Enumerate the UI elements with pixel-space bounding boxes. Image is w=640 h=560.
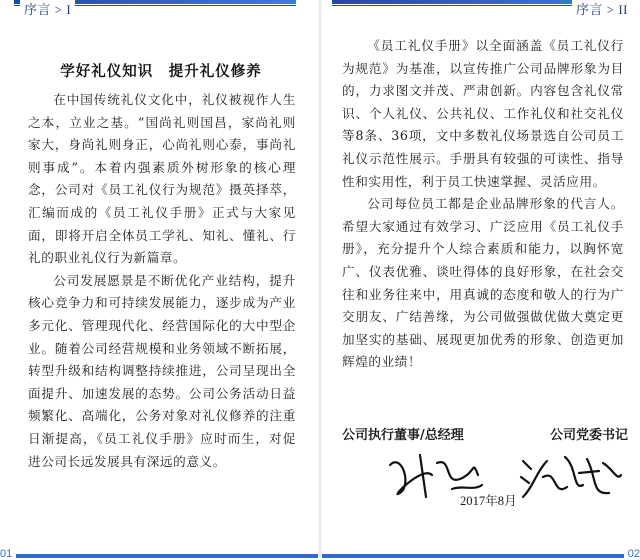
- signer-title-left: 公司执行董事/总经理: [342, 428, 464, 443]
- section-header: 序言 > I: [20, 0, 75, 18]
- body-text: [28, 89, 296, 473]
- right-page: [322, 0, 640, 558]
- signer-title-right: 公司党委书记: [549, 428, 628, 443]
- paragraph: 公司发展愿景是不断优化产业结构，提升核心竞争力和可持续发展能力，逐步成为产业多元化、管理现代化、经营国际化的大中型企业。随着公司经营规模和业务领域不断拓展，转型升级和结构调整持续推进，公司呈现出全面提升、加速发展的态势。公司公务活动日益频繁化、高端化，公务对象对礼仪修养的注重日渐提高，《员工礼仪手册》应时而生，对促进公司长远发展具有深远的意义。: [28, 272, 296, 469]
- signature-right-image: [517, 447, 627, 507]
- signers: [342, 424, 628, 443]
- left-page: [0, 0, 318, 558]
- paragraph: 在中国传统礼仪文化中，礼仪被视作人生之本，立业之基。“国尚礼则国昌，家尚礼则家大，身尚礼则身正，心尚礼则心泰，事尚礼则事成”。本着内强素质外树形象的核心理念，公司对《员工礼仪行为规范》摄英择萃，汇编而成的《员工礼仪手册》正式与大家见面，即将开启全体员工学礼、知礼、懂礼、行礼的职业礼仪行为新篇章。: [28, 92, 296, 266]
- footer-bar: [16, 554, 318, 558]
- page-number: 02: [627, 548, 640, 560]
- page-title: 学好礼仪知识 提升礼仪修养: [60, 64, 262, 80]
- section-header: 序言 > II: [572, 0, 632, 18]
- paragraph: 《员工礼仪手册》以全面涵盖《员工礼仪行为规范》为基准，以宣传推广公司品牌形象为目的，力求图文并茂、严肃创新。内容包含礼仪常识、个人礼仪、公共礼仪、工作礼仪和社交礼仪等8条、36项，文中多数礼仪场景选自公司员工礼仪示范性展示。手册具有较强的可读性、指导性和实用性，利于员工快速掌握、灵活应用。: [342, 38, 624, 189]
- paragraph: 公司每位员工都是企业品牌形象的代言人。希望大家通过有效学习、广泛应用《员工礼仪手册》，充分提升个人综合素质和能力，以胸怀宽广、仪表优雅、谈吐得体的良好形象，在社会交往和业务往来中，用真诚的态度和敬人的行为广交朋友、广结善缘，为公司做强做优做大奠定更加坚实的基础、展现更加优秀的形象、创造更加辉煌的业绩！: [342, 196, 624, 370]
- body-text: [342, 35, 624, 374]
- page-number: 01: [0, 548, 13, 560]
- date: 2017年8月: [460, 494, 517, 508]
- footer-bar: [322, 554, 624, 558]
